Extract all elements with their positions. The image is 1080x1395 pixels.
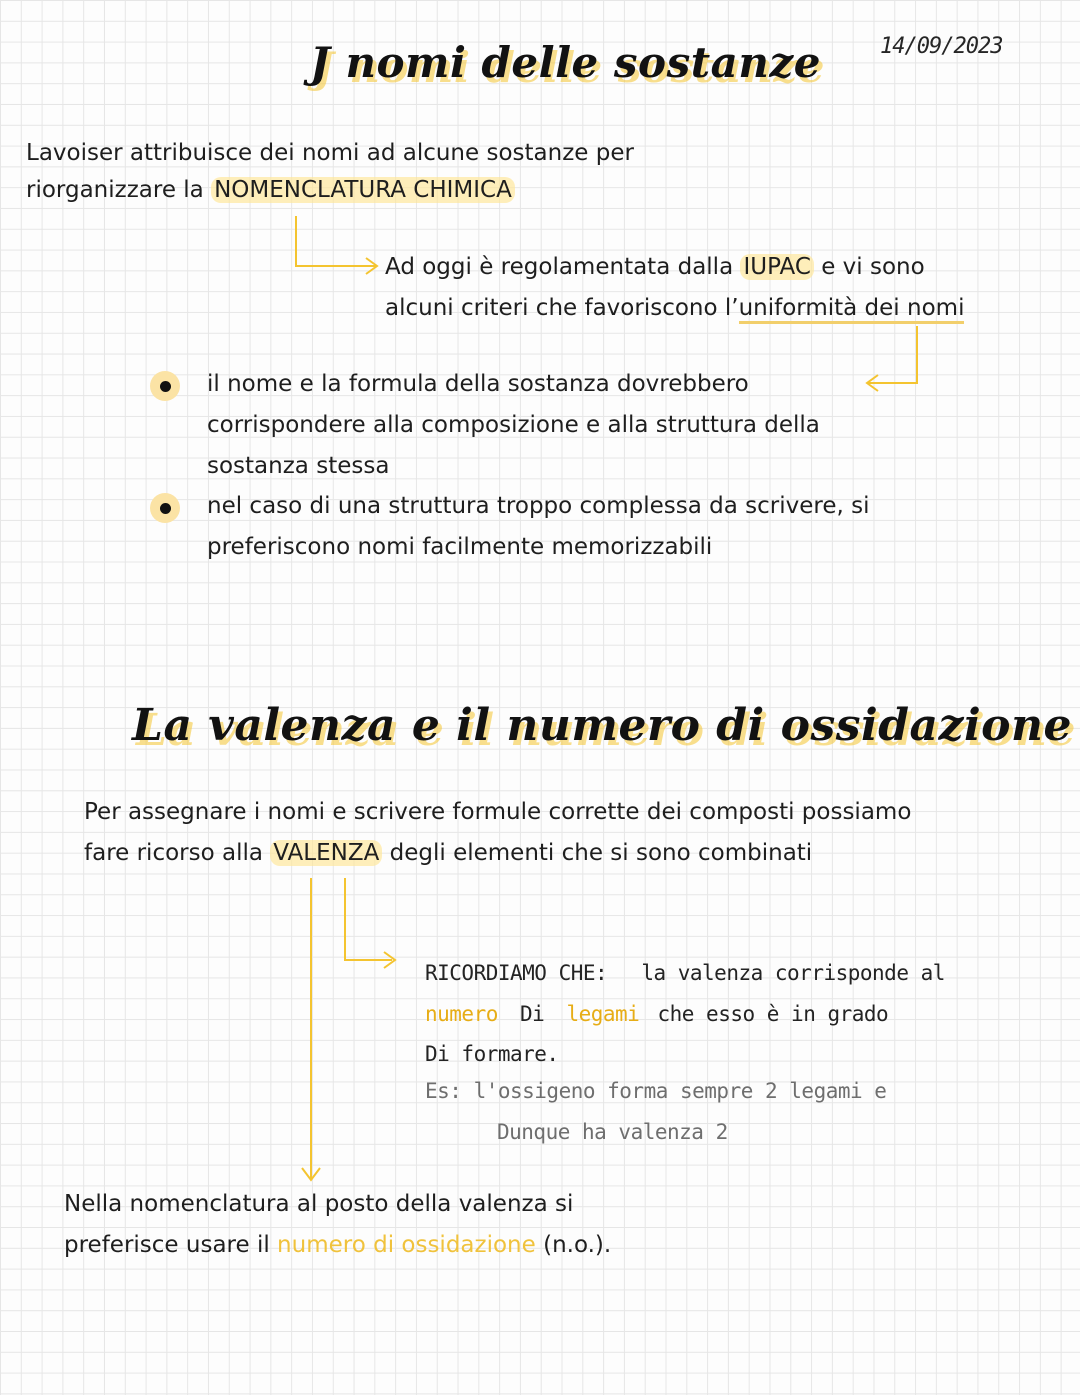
bullet-1-line-1: il nome e la formula della sostanza dovrebbero (207, 371, 749, 397)
valenza-highlight: VALENZA (270, 840, 382, 866)
section-title-names: J nomi delle sostanze (310, 38, 821, 87)
reminder-line-2-suffix: che esso è in grado (657, 1002, 889, 1026)
conclusion-line-2-prefix: preferisce usare il (64, 1232, 278, 1258)
bullet-2-line-1: nel caso di una struttura troppo complessa da scrivere, si (207, 493, 870, 519)
example-line-2: Dunque ha valenza 2 (497, 1120, 728, 1144)
arrow-valenza-to-reminder (345, 878, 392, 960)
intro-line-1: Lavoiser attribuisce dei nomi ad alcune sostanze per (26, 140, 634, 166)
arrow-intro-to-iupac (296, 216, 376, 266)
arrow-uniformity-to-bullet (868, 326, 917, 383)
note-line-2-prefix: alcuni criteri che favoriscono l’ (385, 295, 739, 321)
date: 14/09/2023 (880, 34, 1003, 59)
word-di: Di (520, 1002, 545, 1026)
uniformity-underlined: uniformità dei nomi (739, 295, 965, 324)
iupac-highlight: IUPAC (740, 254, 813, 280)
valence-para-line-1: Per assegnare i nomi e scrivere formule corrette dei composti possiamo (84, 799, 912, 825)
section-title-valence: La valenza e il numero di ossidazione (132, 700, 1073, 751)
intro-line-2-prefix: riorganizzare la (26, 177, 212, 203)
reminder-definition: la valenza corrisponde al (641, 961, 945, 985)
conclusion-line-2-suffix: (n.o.). (535, 1232, 612, 1258)
conclusion-line-1: Nella nomenclatura al posto della valenza si (64, 1191, 574, 1217)
word-numero: numero (425, 1002, 498, 1026)
bullet-1-line-2: corrispondere alla composizione e alla struttura della (207, 412, 820, 438)
valence-para-line-2-prefix: fare ricorso alla (84, 840, 271, 866)
example-line-1: Es: l'ossigeno forma sempre 2 legami e (425, 1079, 887, 1103)
nomenclatura-highlight: NOMENCLATURA CHIMICA (211, 177, 515, 203)
word-legami: legami (566, 1002, 640, 1026)
note-line-1-prefix: Ad oggi è regolamentata dalla (385, 254, 741, 280)
reminder-line-3: Di formare. (425, 1042, 559, 1066)
reminder-label: RICORDIAMO CHE: (425, 961, 608, 985)
bullet-2-line-2: preferiscono nomi facilmente memorizzabili (207, 534, 713, 560)
oxidation-number-highlight: numero di ossidazione (277, 1232, 536, 1258)
valence-para-line-2-suffix: degli elementi che si sono combinati (382, 840, 813, 866)
bullet-1-line-3: sostanza stessa (207, 453, 390, 479)
note-line-1-suffix: e vi sono (813, 254, 925, 280)
